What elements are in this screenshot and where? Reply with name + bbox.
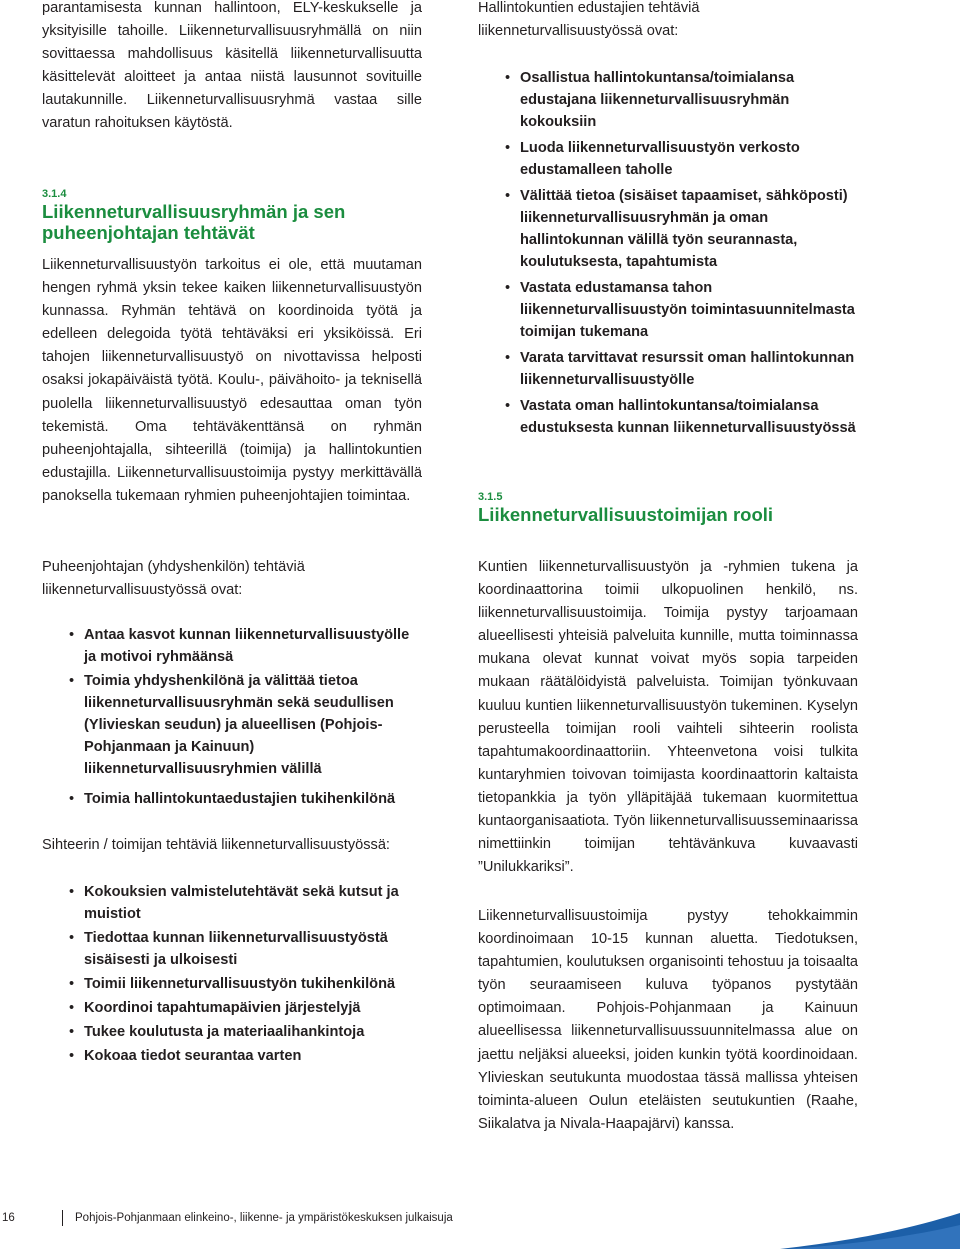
- list-item: • Koordinoi tapahtumapäivien järjestelyjä: [42, 997, 422, 1019]
- page-footer: [0, 1195, 960, 1249]
- section-number: 3.1.5: [478, 491, 503, 503]
- list-item: • Osallistua hallintokuntansa/toimialansa edustajana liikenneturvallisuusryhmän kokouksiin: [478, 67, 858, 133]
- list-item: • Luoda liikenneturvallisuustyön verkosto edustamalleen taholle: [478, 137, 858, 181]
- list-item: • Antaa kasvot kunnan liikenneturvallisuustyölle ja motivoi ryhmäänsä: [42, 624, 422, 668]
- chair-tasks-list: [42, 624, 422, 810]
- chair-tasks-intro: Puheenjohtajan (yhdyshenkilön) tehtäviä liikenneturvallisuustyössä ovat:: [42, 559, 305, 599]
- list-item: • Toimia yhdyshenkilönä ja välittää tietoa liikenneturvallisuusryhmän sekä seudullisen (Ylivieskan seudun) ja alueellisen (Pohjois-Pohjanmaan ja Kainuun) liikenneturvallisuusryhmien välillä: [42, 670, 422, 780]
- section-3-1-5: [478, 491, 858, 525]
- list-item: • Vastata oman hallintokuntansa/toimialansa edustuksesta kunnan liikenneturvallisuustyössä: [478, 395, 858, 439]
- list-item: • Tukee koulutusta ja materiaalihankintoja: [42, 1021, 422, 1043]
- list-item: • Toimii liikenneturvallisuustyön tukihenkilönä: [42, 973, 422, 995]
- section-3-1-4: [42, 188, 422, 243]
- coordinator-area-paragraph: Liikenneturvallisuustoimija pystyy tehokkaimmin koordinoimaan 10-15 kunnan aluetta. Tiedotuksen, tapahtumien, koulutuksen organisointi tehostuu ja toisaalta työn seuraamiseen kuluva työpanos pystytään optimoimaan. Pohjois-Pohjanmaan ja Kainuun alueellisessa liikenneturvallisuussuunnitelmassa alue on jaettu neljäksi alueeksi, joiden kunkin työtä koordinoidaan. Ylivieskan seutukunta muodostaa tässä mallissa yhteisen toiminta-alueen Oulun eteläisten seutukuntien (Raahe, Siikalatva ja Nivala-Haapajärvi) kanssa.: [478, 908, 858, 1132]
- list-item: • Vastata edustamansa tahon liikenneturvallisuustyön toimintasuunnitelmasta toimijan tukemana: [478, 277, 858, 343]
- list-item: • Kokoaa tiedot seurantaa varten: [42, 1045, 422, 1067]
- tasks-paragraph: Liikenneturvallisuustyön tarkoitus ei ole, että muutaman hengen ryhmä yksin tekee kaiken liikenneturvallisuustyön kunnassa. Ryhmän tehtävä on koordinoida työtä ja edelleen delegoida työtä tehtäväksi eri yksiköissä. Eri tahojen liikenneturvallisuustyö on nivottavissa helposti osaksi jokapäiväistä työtä. Koulu-, päivähoito- ja teknisellä puolella liikenneturvallisuustyö edesauttaa oman työn tekemistä. Oma tehtäväkenttänsä on ryhmän puheenjohtajalla, sihteerillä (toimija) ja hallintokuntien edustajilla. Liikenneturvallisuustoimija pystyy merkittävällä panoksella tukemaan ryhmien puheenjohtajien toimintaa.: [42, 257, 422, 504]
- representative-tasks-list: [478, 67, 858, 439]
- section-title: Liikenneturvallisuusryhmän ja sen puheenjohtajan tehtävät: [42, 201, 346, 243]
- page-number: 16: [2, 1212, 15, 1224]
- coordinator-role-paragraph: Kuntien liikenneturvallisuustyön ja -ryhmien tukena ja koordinaattorina toimii ulkopuolinen henkilö, ns. liikenneturvallisuustoimija. Toimija pystyy tarjoamaan alueellisesti yhteisiä palveluita kunnille, mutta toiminnassa mukana olevat kunnat voivat myös sopia tarpeiden mukaan räätälöidyistä palveluista. Toimijan työnkuvaan kuuluu kuntien liikenneturvallisuustyön tukeminen. Kyselyn perusteella toimijan rooli vaihteli sihteerin roolista tapahtumakoordinaattoriin. Yhteenvetona voisi tulkita kuntaryhmien toivovan toimijasta koordinaattorin kaltaista tietopankkia ja työn ylläpitäjää tukemaan kuormitettua kuntaorganisaatiota. Työn liikenneturvallisuusseminaarissa nimettiinkin toimijan tehtävänkuva kuvaavasti ”Unilukkariksi”.: [478, 559, 858, 876]
- wave-logo-icon: [780, 1195, 960, 1249]
- section-number: 3.1.4: [42, 188, 67, 200]
- list-item: • Varata tarvittavat resurssit oman hallintokunnan liikenneturvallisuustyölle: [478, 347, 858, 391]
- footer-divider: [62, 1210, 63, 1226]
- intro-paragraph: parantamisesta kunnan hallintoon, ELY-keskukselle ja yksityisille tahoille. Liikenneturvallisuusryhmällä on niin sovittaessa mahdollisuus käsitellä liikenneturvallisuutta käsittelevät aloitteet ja antaa niistä lausunnot sovituille lautakunnille. Liikenneturvallisuusryhmä vastaa sille varatun rahoituksen käytöstä.: [42, 0, 422, 132]
- representative-tasks-intro: Hallintokuntien edustajien tehtäviä liikenneturvallisuustyössä ovat:: [478, 0, 700, 40]
- secretary-tasks-intro: Sihteerin / toimijan tehtäviä liikenneturvallisuustyössä:: [42, 837, 390, 853]
- section-title: Liikenneturvallisuustoimijan rooli: [478, 504, 774, 525]
- list-item: • Tiedottaa kunnan liikenneturvallisuustyöstä sisäisesti ja ulkoisesti: [42, 927, 422, 971]
- list-item: • Kokouksien valmistelutehtävät sekä kutsut ja muistiot: [42, 881, 422, 925]
- list-item: • Välittää tietoa (sisäiset tapaamiset, sähköposti) liikenneturvallisuusryhmän ja oman hallintokunnan välillä työn seurannasta, koulutuksesta, tapahtumista: [478, 185, 858, 273]
- secretary-tasks-list: [42, 881, 422, 1067]
- publication-name: Pohjois-Pohjanmaan elinkeino-, liikenne- ja ympäristökeskuksen julkaisuja: [75, 1212, 453, 1224]
- list-item: • Toimia hallintokuntaedustajien tukihenkilönä: [42, 788, 422, 810]
